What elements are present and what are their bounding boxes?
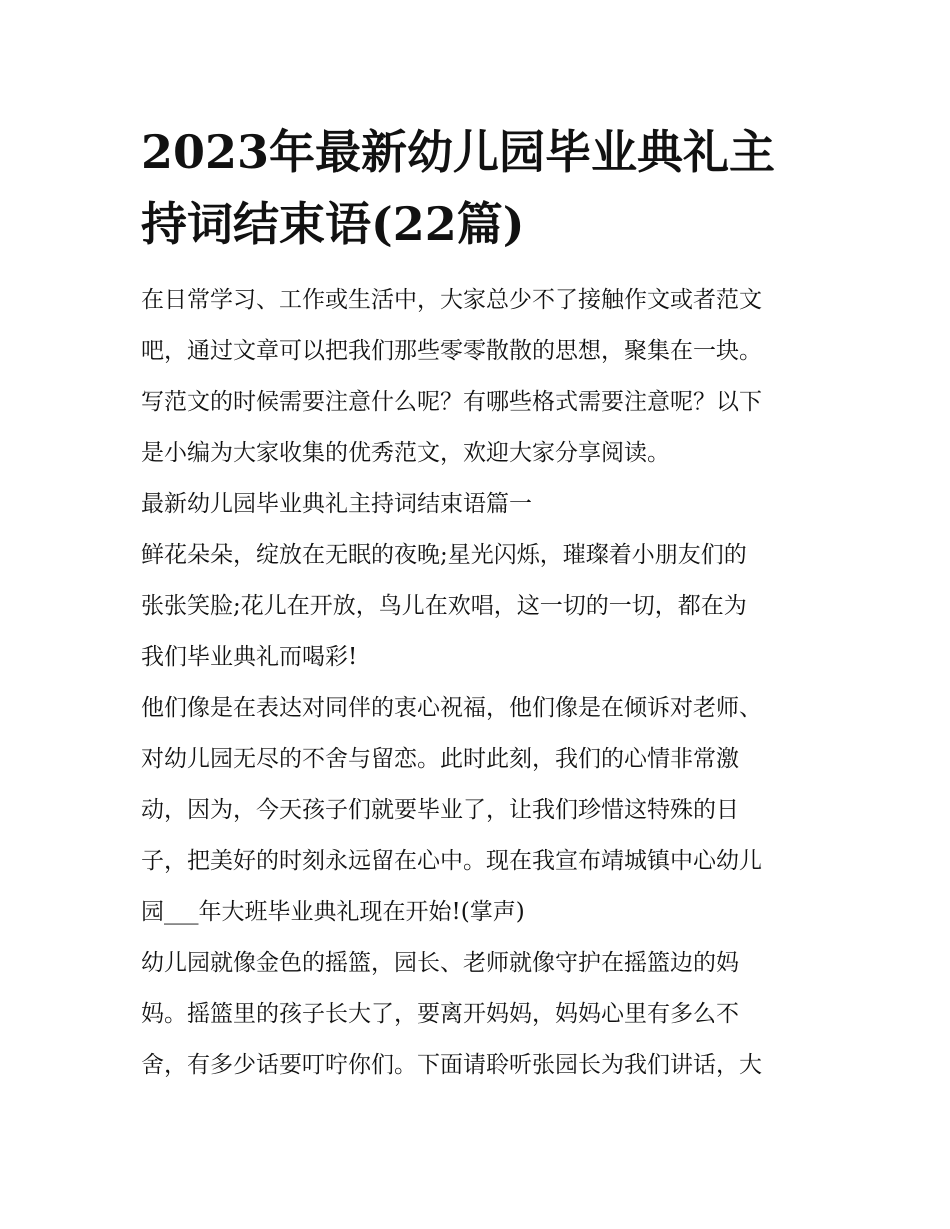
body-line-14: 幼儿园就像金色的摇篮，园长、老师就像守护在摇篮边的妈 [141,950,739,976]
body-line-13: 园___年大班毕业典礼现在开始!(掌声) [141,899,525,925]
body-line-16: 舍，有多少话要叮咛你们。下面请聆听张园长为我们讲话，大 [141,1052,762,1078]
body-line-10: 对幼儿园无尽的不舍与留恋。此时此刻，我们的心情非常激 [141,746,739,772]
body-line-2: 吧，通过文章可以把我们那些零零散散的思想，聚集在一块。 [141,338,762,364]
body-line-9: 他们像是在表达对同伴的衷心祝福，他们像是在倾诉对老师、 [141,695,762,721]
body-line-3: 写范文的时候需要注意什么呢？有哪些格式需要注意呢？以下 [141,389,762,415]
section-heading: 最新幼儿园毕业典礼主持词结束语篇一 [141,491,532,517]
title-line-2: 持词结束语(22篇) [141,197,525,251]
body-line-7: 张张笑脸;花儿在开放，鸟儿在欢唱，这一切的一切，都在为 [141,593,747,619]
body-line-15: 妈。摇篮里的孩子长大了，要离开妈妈，妈妈心里有多么不 [141,1001,739,1027]
body-line-8: 我们毕业典礼而喝彩! [141,644,358,670]
document-title [141,116,821,260]
body-line-12: 子，把美好的时刻永远留在心中。现在我宣布靖城镇中心幼儿 [141,848,762,874]
title-line-1: 2023年最新幼儿园毕业典礼主 [141,125,776,179]
body-line-11: 动，因为，今天孩子们就要毕业了，让我们珍惜这特殊的日 [141,797,739,823]
body-line-6: 鲜花朵朵，绽放在无眠的夜晚;星光闪烁，璀璨着小朋友们的 [141,542,747,568]
body-line-1: 在日常学习、工作或生活中，大家总少不了接触作文或者范文 [141,287,762,313]
body-line-4: 是小编为大家收集的优秀范文，欢迎大家分享阅读。 [141,440,670,466]
